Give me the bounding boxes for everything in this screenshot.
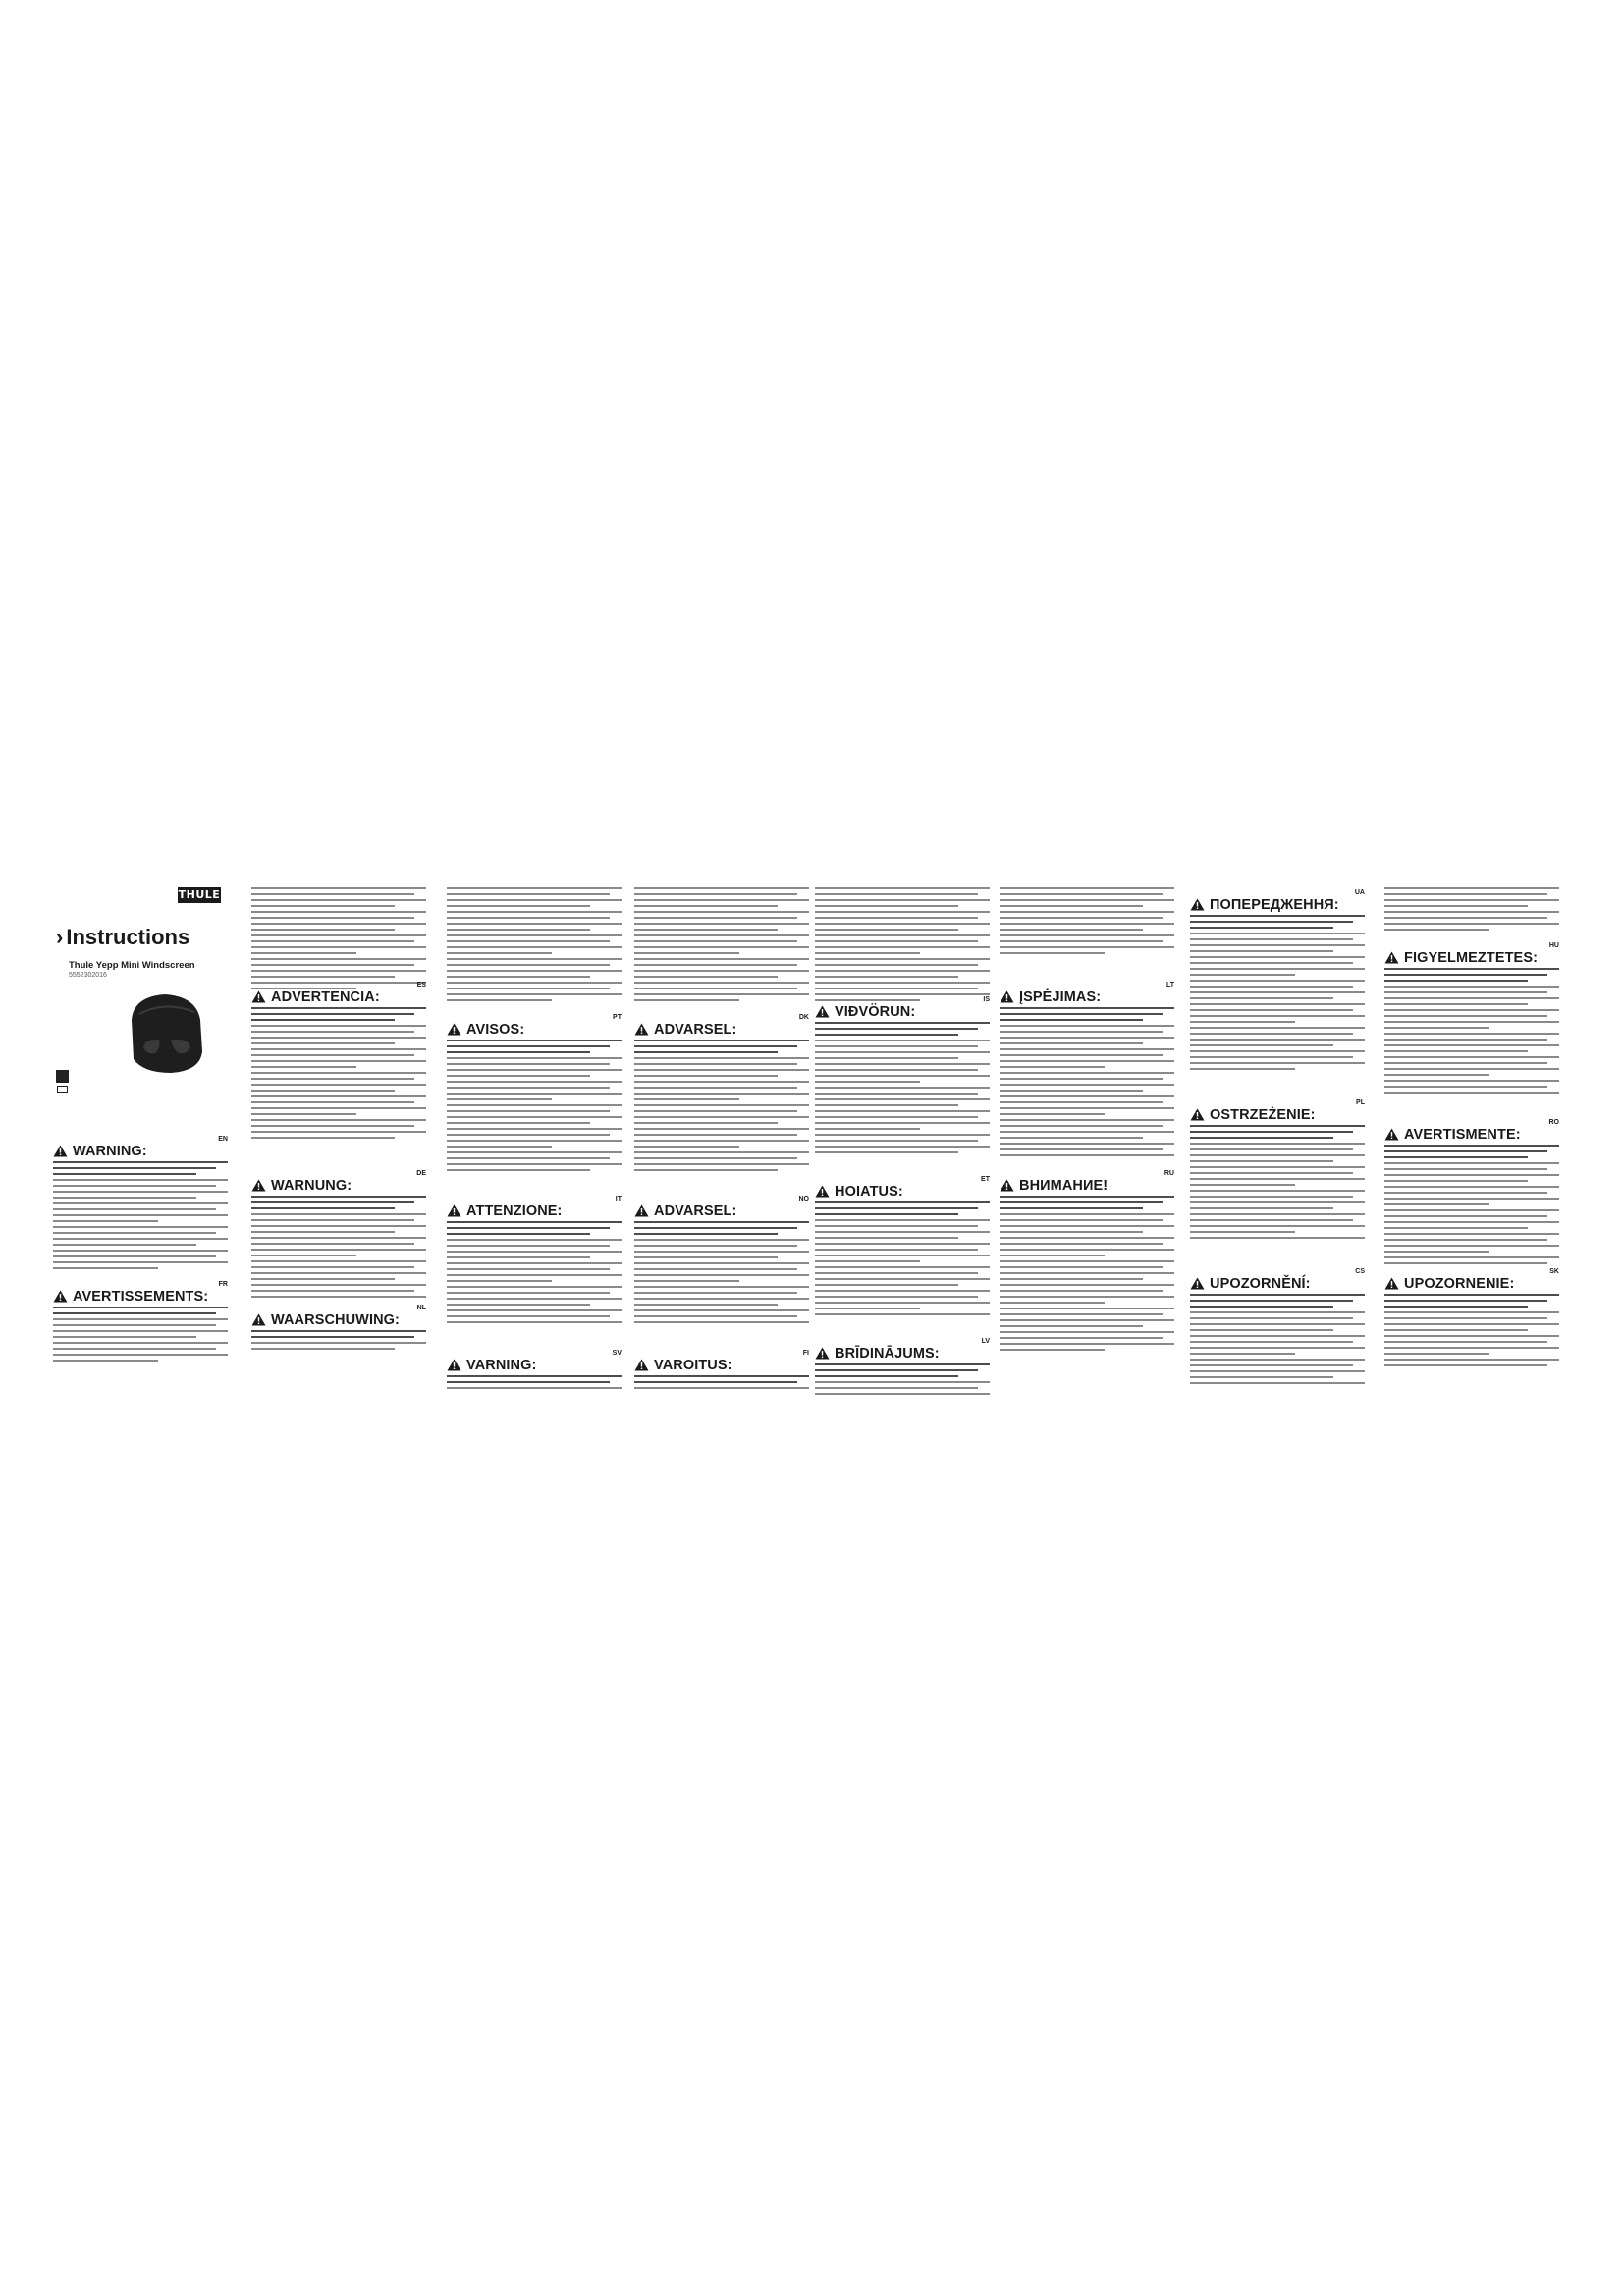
language-code: ES xyxy=(416,982,426,988)
warning-heading: ADVARSEL: xyxy=(634,1203,736,1219)
language-code: HU xyxy=(1548,942,1559,949)
language-code: ET xyxy=(981,1176,990,1183)
warning-heading: WAARSCHUWING: xyxy=(251,1312,400,1328)
continued-text xyxy=(1384,887,1559,934)
warning-triangle-icon xyxy=(53,1145,68,1157)
warning-heading: OSTRZEŻENIE: xyxy=(1190,1107,1316,1123)
warning-heading: ĮSPĖJIMAS: xyxy=(1000,989,1101,1005)
warning-text xyxy=(251,1196,426,1302)
warning-heading: HOIATUS: xyxy=(815,1184,903,1200)
warning-triangle-icon xyxy=(1000,1179,1014,1192)
warning-text xyxy=(815,1363,990,1399)
warning-heading: ВНИМАНИЕ! xyxy=(1000,1178,1108,1194)
language-code: IT xyxy=(615,1196,622,1202)
language-code: UA xyxy=(1354,889,1365,896)
warning-text xyxy=(1190,1294,1365,1388)
warning-text xyxy=(634,1375,809,1393)
continued-text xyxy=(1000,887,1174,958)
warning-triangle-icon xyxy=(251,1313,266,1326)
warning-heading: ADVARSEL: xyxy=(634,1022,736,1038)
warning-heading: ПОПЕРЕДЖЕННЯ: xyxy=(1190,897,1339,913)
language-code: PT xyxy=(613,1014,622,1021)
warning-triangle-icon xyxy=(1190,898,1205,911)
warning-heading: AVISOS: xyxy=(447,1022,524,1038)
warning-text xyxy=(634,1221,809,1327)
warning-text xyxy=(447,1040,622,1175)
warning-text xyxy=(251,1330,426,1354)
warning-text xyxy=(1384,1294,1559,1370)
continued-text xyxy=(251,887,426,993)
language-code: CS xyxy=(1355,1268,1365,1275)
parts-icon xyxy=(56,1070,69,1083)
warning-text xyxy=(1000,1007,1174,1160)
language-code: SK xyxy=(1549,1268,1559,1275)
chevron-right-icon: › xyxy=(56,925,64,949)
warning-triangle-icon xyxy=(815,1185,830,1198)
warning-heading: VIÐVÖRUN: xyxy=(815,1004,915,1020)
language-code: PL xyxy=(1356,1099,1365,1106)
warning-heading: UPOZORNENIE: xyxy=(1384,1276,1514,1292)
warning-text xyxy=(53,1307,228,1365)
warning-heading: ADVERTENCIA: xyxy=(251,989,380,1005)
language-code: DK xyxy=(798,1014,809,1021)
thule-logo: THULE xyxy=(178,888,221,901)
warning-heading: WARNUNG: xyxy=(251,1178,352,1194)
language-code: SV xyxy=(612,1350,622,1357)
product-name: Thule Yepp Mini Windscreen xyxy=(69,960,195,971)
windscreen-product-image xyxy=(122,990,208,1075)
warning-triangle-icon xyxy=(815,1347,830,1360)
warning-triangle-icon xyxy=(251,990,266,1003)
warning-triangle-icon xyxy=(1384,951,1399,964)
warning-text xyxy=(53,1161,228,1273)
warning-heading: UPOZORNĚNÍ: xyxy=(1190,1276,1311,1292)
warning-triangle-icon xyxy=(251,1179,266,1192)
warning-heading: FIGYELMEZTETES: xyxy=(1384,950,1538,966)
warning-text xyxy=(1384,1145,1559,1268)
warning-heading: AVERTISMENTE: xyxy=(1384,1127,1521,1143)
warning-text xyxy=(1000,1196,1174,1355)
product-code: 5552302016 xyxy=(69,972,107,979)
warning-triangle-icon xyxy=(815,1005,830,1018)
language-code: LV xyxy=(981,1338,990,1345)
warning-text xyxy=(1190,915,1365,1074)
package-icon xyxy=(57,1086,68,1093)
warning-heading: VARNING: xyxy=(447,1358,536,1373)
warning-triangle-icon xyxy=(1000,990,1014,1003)
language-code: DE xyxy=(416,1170,426,1177)
warning-text xyxy=(815,1022,990,1157)
warning-text xyxy=(815,1201,990,1319)
warning-text xyxy=(1190,1125,1365,1243)
warning-triangle-icon xyxy=(1190,1108,1205,1121)
language-code: FI xyxy=(802,1350,809,1357)
language-code: NO xyxy=(798,1196,809,1202)
warning-text xyxy=(634,1040,809,1175)
warning-heading: VAROITUS: xyxy=(634,1358,732,1373)
warning-heading: AVERTISSEMENTS: xyxy=(53,1289,208,1305)
language-code: FR xyxy=(218,1281,228,1288)
warning-triangle-icon xyxy=(634,1023,649,1036)
warning-triangle-icon xyxy=(1384,1128,1399,1141)
warning-triangle-icon xyxy=(53,1290,68,1303)
warning-triangle-icon xyxy=(447,1204,461,1217)
document-title-text: Instructions xyxy=(66,925,190,949)
document-title xyxy=(56,925,189,950)
language-code: IS xyxy=(983,996,990,1003)
warning-triangle-icon xyxy=(1384,1277,1399,1290)
warning-triangle-icon xyxy=(447,1023,461,1036)
warning-text xyxy=(1384,968,1559,1097)
continued-text xyxy=(815,887,990,1005)
warning-heading: BRĪDINĀJUMS: xyxy=(815,1346,940,1362)
warning-triangle-icon xyxy=(1190,1277,1205,1290)
language-code: NL xyxy=(416,1305,426,1311)
warning-heading: WARNING: xyxy=(53,1144,147,1159)
continued-text xyxy=(634,887,809,1005)
warning-text xyxy=(447,1221,622,1327)
warning-text xyxy=(447,1375,622,1393)
warning-triangle-icon xyxy=(634,1359,649,1371)
continued-text xyxy=(447,887,622,1005)
language-code: EN xyxy=(218,1136,228,1143)
warning-text xyxy=(251,1007,426,1143)
language-code: RU xyxy=(1164,1170,1174,1177)
warning-triangle-icon xyxy=(634,1204,649,1217)
warning-triangle-icon xyxy=(447,1359,461,1371)
language-code: RO xyxy=(1548,1119,1559,1126)
warning-heading: ATTENZIONE: xyxy=(447,1203,563,1219)
language-code: LT xyxy=(1165,982,1174,988)
